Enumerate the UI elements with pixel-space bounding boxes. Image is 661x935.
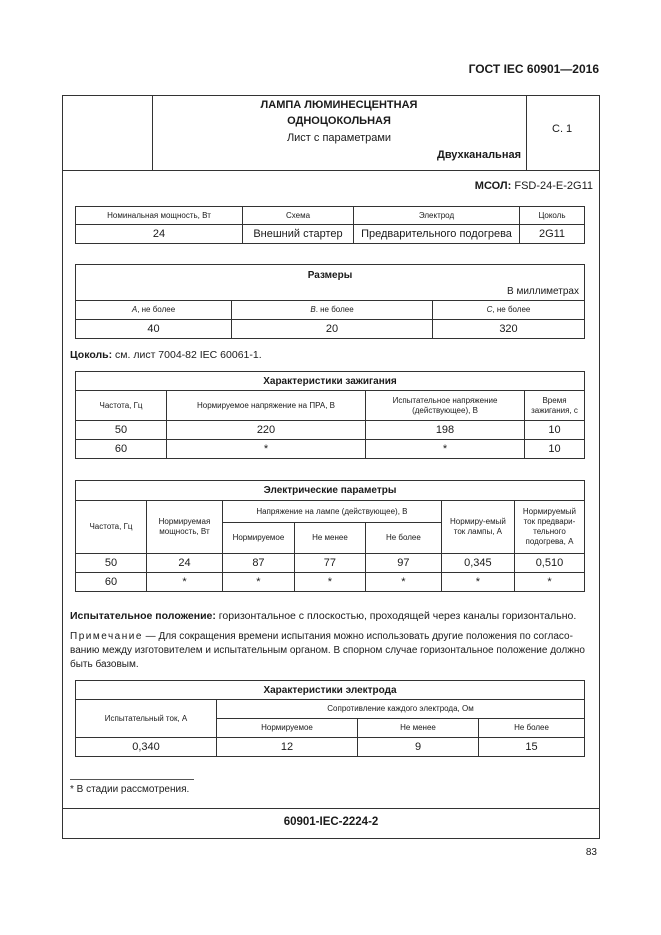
table1-header: Электрод [354, 207, 520, 225]
test-position [70, 609, 576, 623]
electrical-cell: 0,510 [514, 554, 584, 573]
electrical-header: Нормируемый ток предвари-тельного подогрева, А [514, 501, 584, 554]
electrode-header: Испытательный ток, А [76, 700, 217, 738]
electrical-cell: 77 [294, 554, 365, 573]
note-line: ванию между изготовителем и испытательным органом. В спорном случае горизонтальное положение должно [70, 645, 585, 656]
electrode-header: Не более [479, 719, 585, 738]
note-line [70, 630, 600, 644]
note-text: — Для сокращения времени испытания можно использовать другие положения по согласо- [142, 631, 573, 642]
dimension-header-a [76, 301, 232, 320]
dimension-header-b [232, 301, 433, 320]
ignition-cell: 60 [76, 440, 167, 459]
title-variant: Двухканальная [436, 149, 521, 161]
ignition-header: Частота, Гц [76, 391, 167, 421]
ignition-table [75, 371, 585, 459]
dimensions-caption-cell [76, 265, 585, 301]
electrical-cell: * [441, 573, 514, 592]
electrode-table [75, 680, 585, 757]
note-label: Примечание [70, 631, 143, 642]
electrical-cell: 24 [146, 554, 222, 573]
table1-cell: 2G11 [520, 225, 585, 244]
mcol-label: МСОЛ: [474, 180, 512, 192]
note-line: быть базовым. [70, 659, 139, 670]
electrical-cell: 0,345 [441, 554, 514, 573]
electrical-cell: 50 [76, 554, 147, 573]
electrical-cell: 60 [76, 573, 147, 592]
electrode-cell: 12 [217, 738, 358, 757]
cap-note [70, 348, 262, 362]
electrical-header: Не менее [294, 523, 365, 554]
ignition-cell: 220 [167, 421, 366, 440]
electrode-cell: 9 [358, 738, 479, 757]
table1-cell: Предварительного подогрева [354, 225, 520, 244]
electrical-caption: Электрические параметры [76, 481, 585, 501]
dimension-header-text: , не более [492, 305, 531, 314]
table1-header: Схема [243, 207, 354, 225]
title-block-right-divider [526, 95, 527, 170]
electrode-cell: 0,340 [76, 738, 217, 757]
dimensions-units: В миллиметрах [507, 286, 579, 297]
dimension-symbol: A [131, 305, 138, 314]
electrical-cell: 97 [365, 554, 441, 573]
ignition-header: Время зажигания, с [525, 391, 585, 421]
electrical-header: Не более [365, 523, 441, 554]
electrical-cell: 87 [222, 554, 294, 573]
electrical-cell: * [514, 573, 584, 592]
sheet-code: 60901-IEC-2224-2 [283, 816, 379, 828]
dimension-value: 320 [433, 320, 585, 339]
title-block-left-divider [152, 95, 153, 170]
title-line-2: ОДНОЦОКОЛЬНАЯ [287, 115, 391, 127]
footer-divider [62, 808, 600, 809]
sheet-label: С. 1 [552, 123, 573, 135]
ignition-cell: * [167, 440, 366, 459]
ignition-cell: 198 [366, 421, 525, 440]
table1-header: Цоколь [520, 207, 585, 225]
dimensions-caption: Размеры [307, 270, 353, 281]
title-block-divider [62, 170, 600, 171]
title-line-1: ЛАМПА ЛЮМИНЕСЦЕНТНАЯ [260, 99, 418, 111]
electrical-cell: * [222, 573, 294, 592]
test-position-text: горизонтальное с плоскостью, проходящей через каналы горизонтально. [215, 610, 577, 622]
ignition-header: Нормируемое напряжение на ПРА, В [167, 391, 366, 421]
test-position-label: Испытательное положение: [70, 610, 216, 622]
electrode-caption: Характеристики электрода [76, 681, 585, 700]
dimension-header-text: . не более [315, 305, 354, 314]
ignition-caption: Характеристики зажигания [76, 372, 585, 391]
standard-number: ГОСТ IEC 60901—2016 [468, 62, 599, 76]
electrical-cell: * [146, 573, 222, 592]
cap-note-text: см. лист 7004-82 IEC 60061-1. [112, 349, 262, 361]
note-block [70, 630, 600, 672]
lamp-summary-table [75, 206, 585, 244]
table1-header: Номинальная мощность, Вт [76, 207, 243, 225]
footnote: * В стадии рассмотрения. [70, 784, 190, 795]
electrical-header: Нормиру-емый ток лампы, А [441, 501, 514, 554]
dimension-value: 40 [76, 320, 232, 339]
ignition-cell: 10 [525, 421, 585, 440]
dimension-symbol: C [486, 305, 493, 314]
electrical-cell: * [294, 573, 365, 592]
title-subtitle: Лист с параметрами [286, 132, 392, 144]
ignition-cell: 10 [525, 440, 585, 459]
electrical-header: Нормируемая мощность, Вт [146, 501, 222, 554]
electrical-header: Частота, Гц [76, 501, 147, 554]
cap-note-label: Цоколь: [70, 349, 113, 361]
electrical-header: Напряжение на лампе (действующее), В [222, 501, 441, 523]
electrical-cell: * [365, 573, 441, 592]
electrical-table [75, 480, 585, 592]
mcol-value: FSD-24-E-2G11 [514, 180, 593, 192]
electrode-header: Нормируемое [217, 719, 358, 738]
electrode-cell: 15 [479, 738, 585, 757]
electrical-header: Нормируемое [222, 523, 294, 554]
footnote-rule [70, 779, 194, 780]
page-number: 83 [585, 847, 597, 858]
mcol-line [475, 180, 593, 192]
ignition-cell: * [366, 440, 525, 459]
ignition-cell: 50 [76, 421, 167, 440]
dimension-value: 20 [232, 320, 433, 339]
table1-cell: 24 [76, 225, 243, 244]
dimension-header-text: , не более [137, 305, 176, 314]
dimension-symbol: B [310, 305, 316, 314]
dimensions-table [75, 264, 585, 339]
electrode-header: Не менее [358, 719, 479, 738]
electrode-header: Сопротивление каждого электрода, Ом [217, 700, 585, 719]
dimension-header-c [433, 301, 585, 320]
table1-cell: Внешний стартер [243, 225, 354, 244]
ignition-header: Испытательное напряжение (действующее), В [366, 391, 525, 421]
